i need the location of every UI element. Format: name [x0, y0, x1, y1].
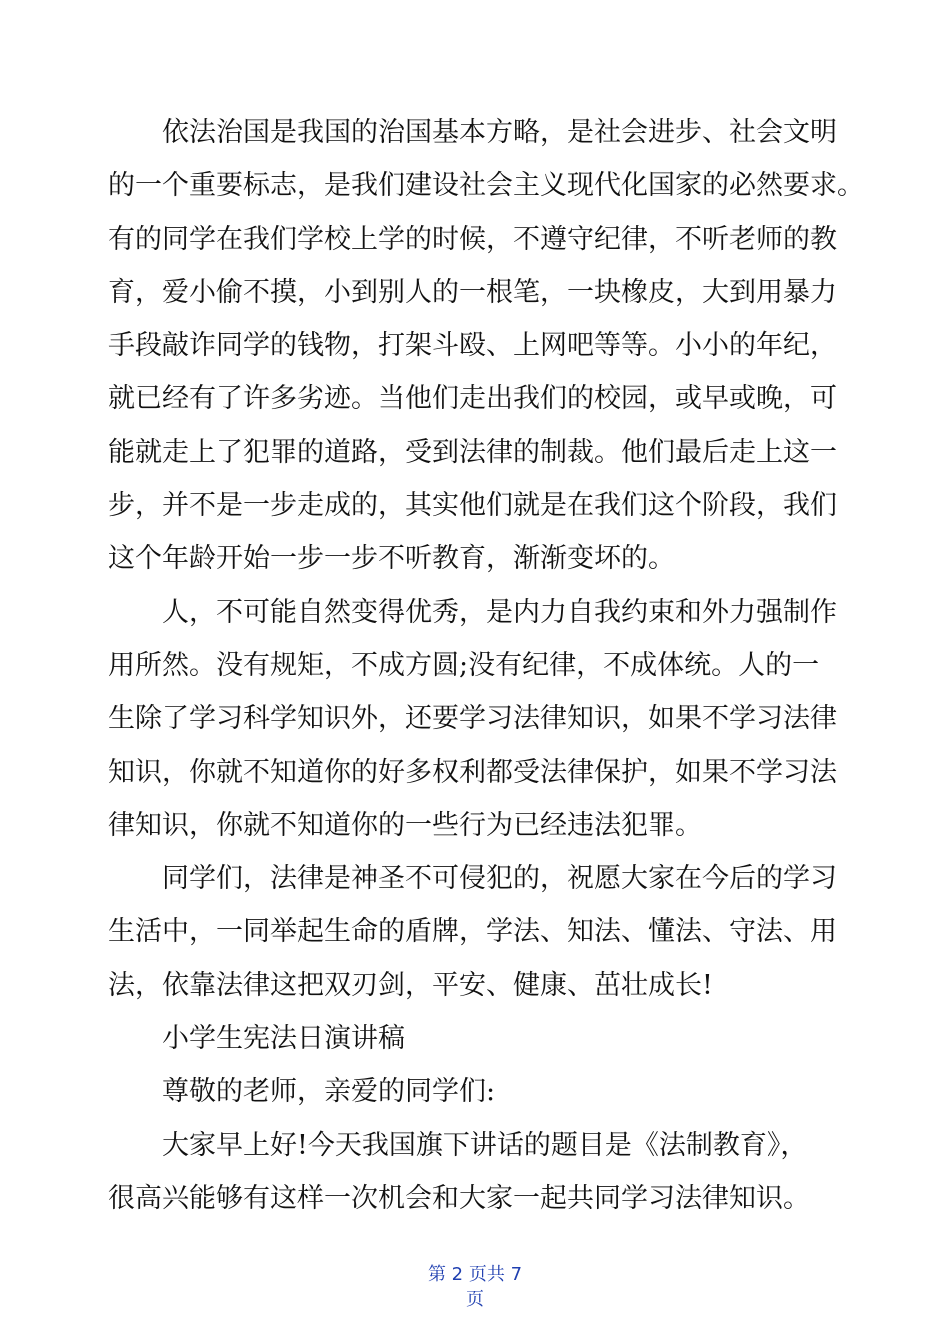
page-number-line-2: 页 [466, 1289, 484, 1310]
paragraph-line: 育，爱小偷不摸，小到别人的一根笔，一块橡皮，大到用暴力 [108, 276, 837, 308]
paragraph-line: 有的同学在我们学校上学的时候，不遵守纪律，不听老师的教 [108, 223, 837, 255]
paragraph-line: 生活中，一同举起生命的盾牌，学法、知法、懂法、守法、用 [108, 916, 837, 948]
paragraph-line: 小学生宪法日演讲稿 [162, 1023, 405, 1055]
paragraph-line: 依法治国是我国的治国基本方略，是社会进步、社会文明 [162, 117, 837, 148]
paragraph-line: 律知识，你就不知道你的一些行为已经违法犯罪。 [108, 809, 702, 841]
paragraph-line: 尊敬的老师，亲爱的同学们: [162, 1076, 496, 1108]
paragraph-line: 能就走上了犯罪的道路，受到法律的制裁。他们最后走上这一 [108, 436, 837, 468]
paragraph-line: 就已经有了许多劣迹。当他们走出我们的校园，或早或晚，可 [108, 383, 837, 415]
paragraph-line: 步，并不是一步走成的，其实他们就是在我们这个阶段，我们 [108, 490, 837, 522]
paragraph-line: 的一个重要标志，是我们建设社会主义现代化国家的必然要求。 [108, 170, 864, 202]
paragraph [108, 1065, 848, 1118]
paragraph [108, 106, 864, 586]
page-footer [0, 1262, 950, 1312]
paragraph-line: 手段敲诈同学的钱物，打架斗殴、上网吧等等。小小的年纪， [108, 330, 837, 362]
paragraph-line: 这个年龄开始一步一步不听教育，渐渐变坏的。 [108, 543, 675, 575]
paragraph-line: 大家早上好!今天我国旗下讲话的题目是《法制教育》， [162, 1129, 808, 1161]
paragraph [108, 852, 848, 1012]
paragraph-line: 知识，你就不知道你的好多权利都受法律保护，如果不学习法 [108, 756, 837, 788]
paragraph [108, 1119, 848, 1226]
paragraph-line: 用所然。没有规矩，不成方圆;没有纪律，不成体统。人的一 [108, 649, 820, 681]
paragraph [108, 1012, 848, 1065]
paragraph-line: 人，不可能自然变得优秀，是内力自我约束和外力强制作 [162, 596, 837, 628]
paragraph-line: 生除了学习科学知识外，还要学习法律知识，如果不学习法律 [108, 703, 837, 735]
paragraph [108, 586, 848, 852]
page-number-line-1: 第 2 页共 7 [427, 1264, 523, 1285]
paragraph-line: 法，依靠法律这把双刃剑，平安、健康、茁壮成长! [108, 969, 713, 1001]
paragraph-line: 同学们，法律是神圣不可侵犯的，祝愿大家在今后的学习 [162, 863, 837, 895]
document-body [108, 106, 864, 1225]
paragraph-line: 很高兴能够有这样一次机会和大家一起共同学习法律知识。 [108, 1182, 810, 1214]
